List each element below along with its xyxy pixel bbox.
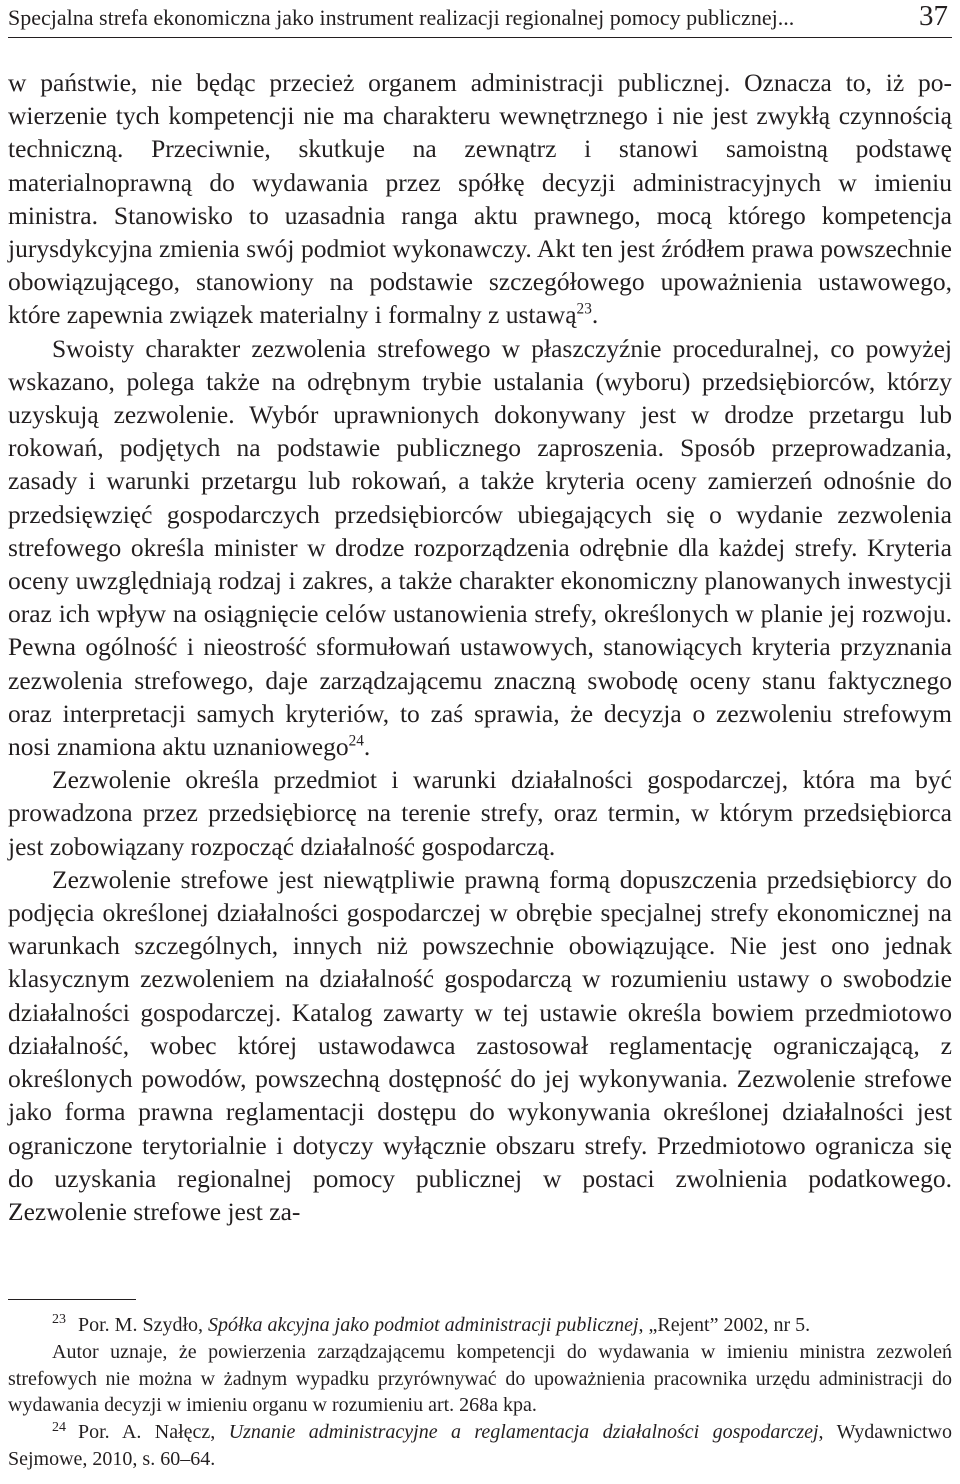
paragraph-1-text: w państwie, nie będąc przecież organem administracji publicznej. Oznacza to, iż powierzenie tych kompetencji nie ma charakteru wewnętrznego i nie jest zwykłą czynnością techniczną. Przeciwnie, skutkuje na zewnątrz i stanowi samoistną podstawę materialnoprawną do wydawania przez spółkę decyzji administracyjnych w imieniu ministra. Stanowisko to uzasadnia ranga aktu prawnego, mocą którego kompetencja jurysdykcyjna zmienia swój podmiot wykonawczy. Akt ten jest źródłem prawa powszechnie obowiązującego, stanowiony na podstawie szczegółowego upoważnienia ustawowego, które zapewnia związek materialny i formalny z ustawą <box>8 68 952 330</box>
footnote-23-number: 23 <box>52 1312 66 1328</box>
footnote-ref-24: 24 <box>348 732 364 750</box>
paragraph-2-end: . <box>363 732 371 762</box>
footnote-23 <box>8 1312 952 1339</box>
footnote-24-title: Uznanie administracyjne a reglamentacja działalności gospodarczej <box>228 1421 819 1444</box>
paragraph-3: Zezwolenie określa przedmiot i warunki działalności gospodarczej, która ma być prowadzona przez przedsiębiorcę na terenie strefy, oraz termin, w którym przedsiębiorca jest zobowiązany rozpocząć działalność gospodarczą. <box>8 765 952 861</box>
footnote-23-pre: Por. M. Szydło, <box>78 1314 209 1336</box>
footnote-24 <box>8 1419 952 1473</box>
footnote-23-post: , „Rejent” 2002, nr 5. <box>638 1314 811 1336</box>
page-number: 37 <box>919 0 948 32</box>
footnote-23-continuation: Autor uznaje, że powierzenia zarządzającemu kompetencji do wydawania w imieniu ministra zezwoleń strefowych nie można w żadnym wypadku przyrównywać do upoważnienia pracownika urzędu administracji do wydawania decyzji w imieniu organu w rozumieniu art. 268a kpa. <box>8 1340 952 1417</box>
paragraph-1-end: . <box>591 300 599 330</box>
body-text <box>8 66 952 1228</box>
footnote-24-post: , Wydawnictwo Sejmowe, 2010, s. 60–64. <box>8 1421 953 1470</box>
footnote-23-title: Spółka akcyjna jako podmiot administracji publicznej <box>208 1314 639 1336</box>
running-title: Specjalna strefa ekonomiczna jako instrument realizacji regionalnej pomocy publicznej... <box>8 5 795 30</box>
paragraph-1 <box>8 66 952 332</box>
paragraph-2 <box>8 332 952 764</box>
paragraph-4: Zezwolenie strefowe jest niewątpliwie prawną formą dopuszczenia przedsiębiorcy do podjęcia określonej działalności gospodarczej w obrębie specjalnej strefy ekonomicznej na warunkach szczególnych, innych niż powszechnie obowiązujące. Nie jest ono jednak klasycznym zezwoleniem na działalność gospodarczą w rozumieniu ustawy o swobodzie działalności gospodarczej. Katalog zawarty w tej ustawie określa bowiem przedmiotowo działalność, wobec której ustawodawca zastosował reglamentację ograniczającą, z określonych powodów, powszechną dostępność do jej wykonywania. Zezwolenie strefowe jako forma prawna reglamentacji dostępu do wykonywania określonej działalności jest ograniczone terytorialnie i dotyczy wyłącznie obszaru strefy. Przedmiotowo ogranicza się do uzyskania regionalnej pomocy publicznej w postaci zwolnienia podatkowego. Zezwolenie strefowe jest za- <box>8 864 952 1226</box>
header-rule <box>8 37 952 38</box>
footnote-ref-23: 23 <box>576 300 592 318</box>
paragraph-2-text: Swoisty charakter zezwolenia strefowego w płaszczyźnie proceduralnej, co powyżej wskazano, polega także na odrębnym trybie ustalania (wyboru) przedsiębiorców, którzy uzyskują zezwolenie. Wybór uprawnionych dokonywany jest w drodze przetargu lub rokowań, podjętych na podstawie publicznego zaproszenia. Sposób przeprowadzania, zasady i warunki przetargu lub rokowań, a także kryteria oceny zamierzeń odnośnie do przedsięwzięć gospodarczych przedsiębiorców ubiegających się o wydanie zezwolenia strefowego określa minister w drodze rozporządzenia odrębnie dla każdej strefy. Kryteria oceny uwzględniają rodzaj i zakres, a także charakter ekonomiczny planowanych inwestycji oraz ich wpływ na osiągnięcie celów ustanowienia strefy, określonych w planie jej rozwoju. Pewna ogólność i nieostrość sformułowań ustawowych, stanowiących kryteria przyznania zezwolenia strefowego, daje zarządzającemu znaczną swobodę oceny stanu faktycznego oraz interpretacji samych kryteriów, to zaś sprawia, że decyzja o zezwoleniu strefowym nosi znamiona aktu uznaniowego <box>8 333 952 762</box>
footnote-separator <box>8 1299 136 1300</box>
footnotes <box>8 1312 952 1473</box>
footnote-24-number: 24 <box>52 1419 66 1435</box>
footnote-24-pre: Por. A. Nałęcz, <box>78 1421 229 1444</box>
running-header <box>8 0 952 36</box>
